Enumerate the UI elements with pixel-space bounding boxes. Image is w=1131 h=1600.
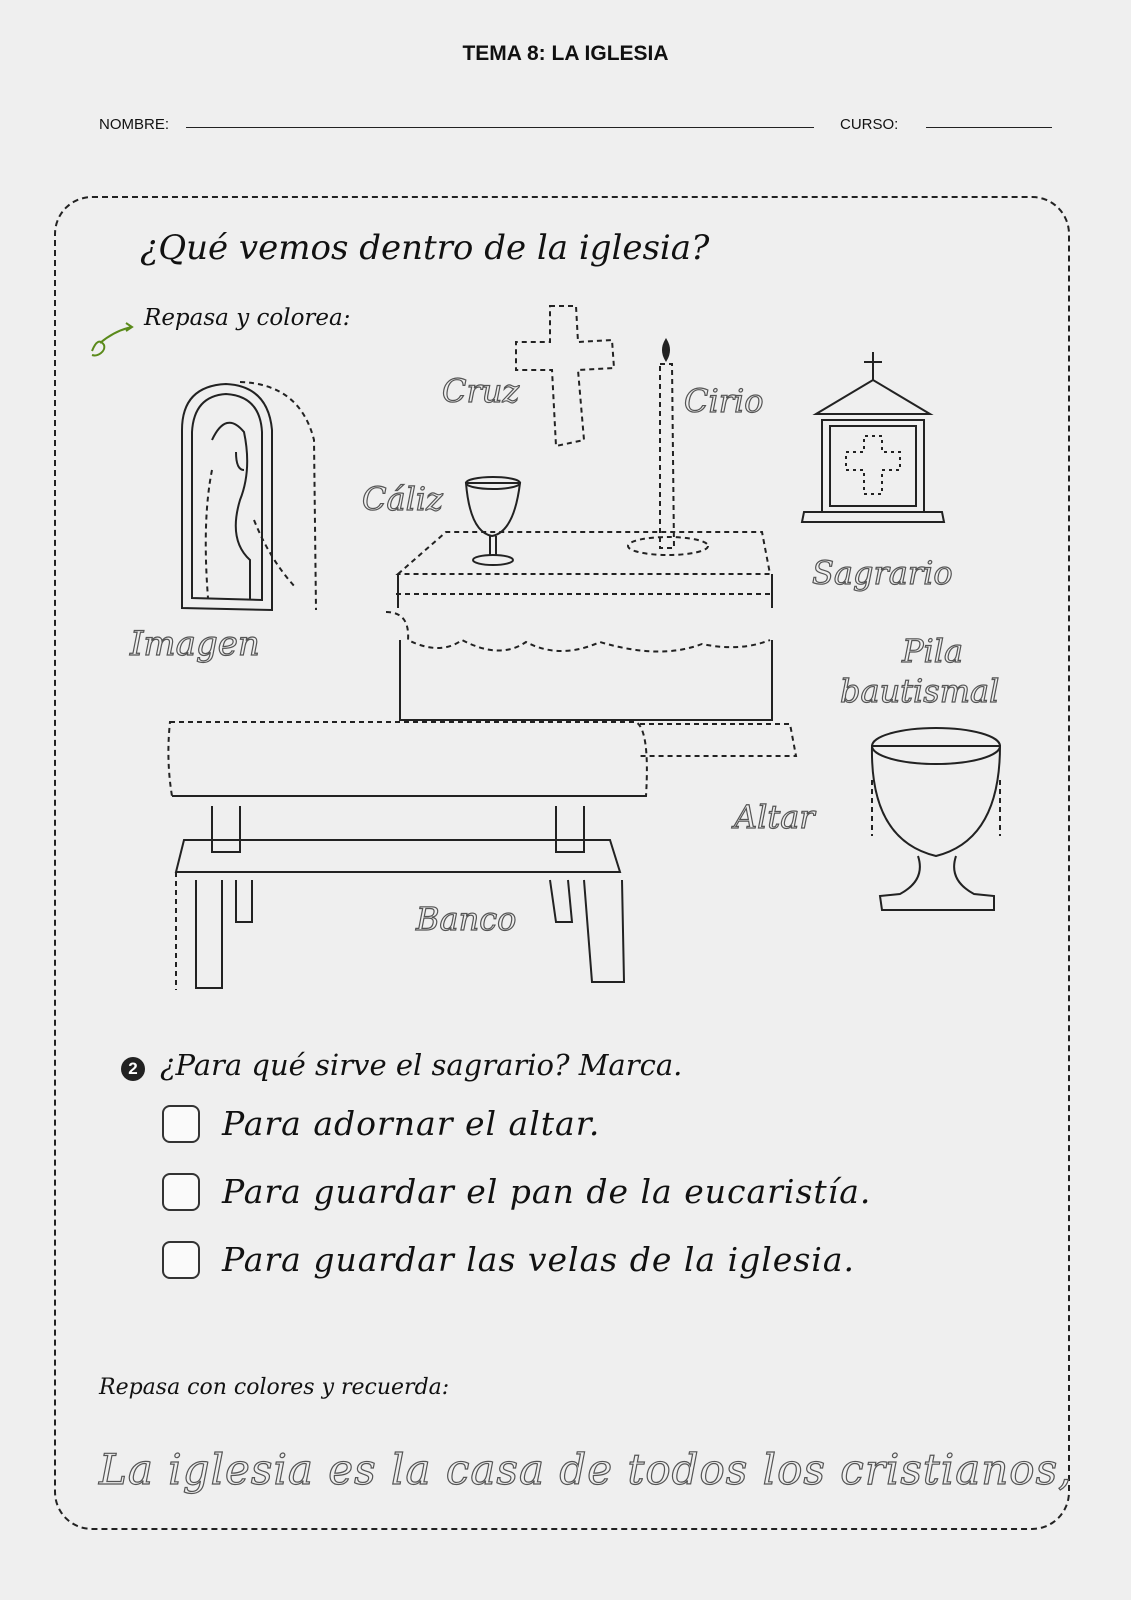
question2-number-badge: 2 <box>121 1057 145 1081</box>
image-frame <box>182 384 272 610</box>
question1-instruction: Repasa y colorea: <box>144 305 351 331</box>
option-2-label: Para guardar el pan de la eucaristía. <box>222 1172 872 1211</box>
question1-title: ¿Qué vemos dentro de la iglesia? <box>140 228 710 268</box>
label-banco: Banco <box>416 900 517 938</box>
option-2 <box>162 1172 871 1211</box>
question2-title: ¿Para qué sirve el sagrario? Marca. <box>160 1048 683 1082</box>
option-3 <box>162 1240 855 1279</box>
label-cruz: Cruz <box>442 372 520 410</box>
label-pila: Pila <box>902 632 964 670</box>
course-label: CURSO: <box>840 116 899 133</box>
option-1-label: Para adornar el altar. <box>222 1104 601 1143</box>
label-bautismal: bautismal <box>840 672 1000 710</box>
option-1-checkbox[interactable] <box>162 1105 200 1143</box>
question3-trace-sentence: La iglesia es la casa de todos los cristianos, <box>99 1445 1073 1494</box>
label-sagrario: Sagrario <box>812 554 953 592</box>
label-altar: Altar <box>734 798 815 836</box>
option-1 <box>162 1104 600 1143</box>
cross-shape <box>516 306 614 446</box>
option-3-checkbox[interactable] <box>162 1241 200 1279</box>
option-3-label: Para guardar las velas de la iglesia. <box>222 1240 855 1279</box>
label-imagen: Imagen <box>130 624 260 664</box>
option-2-checkbox[interactable] <box>162 1173 200 1211</box>
label-cirio: Cirio <box>684 382 764 420</box>
name-label: NOMBRE: <box>99 116 170 133</box>
question3-instruction: Repasa con colores y recuerda: <box>99 1375 450 1400</box>
page-title: TEMA 8: LA IGLESIA <box>462 42 669 65</box>
label-caliz: Cáliz <box>362 480 443 518</box>
